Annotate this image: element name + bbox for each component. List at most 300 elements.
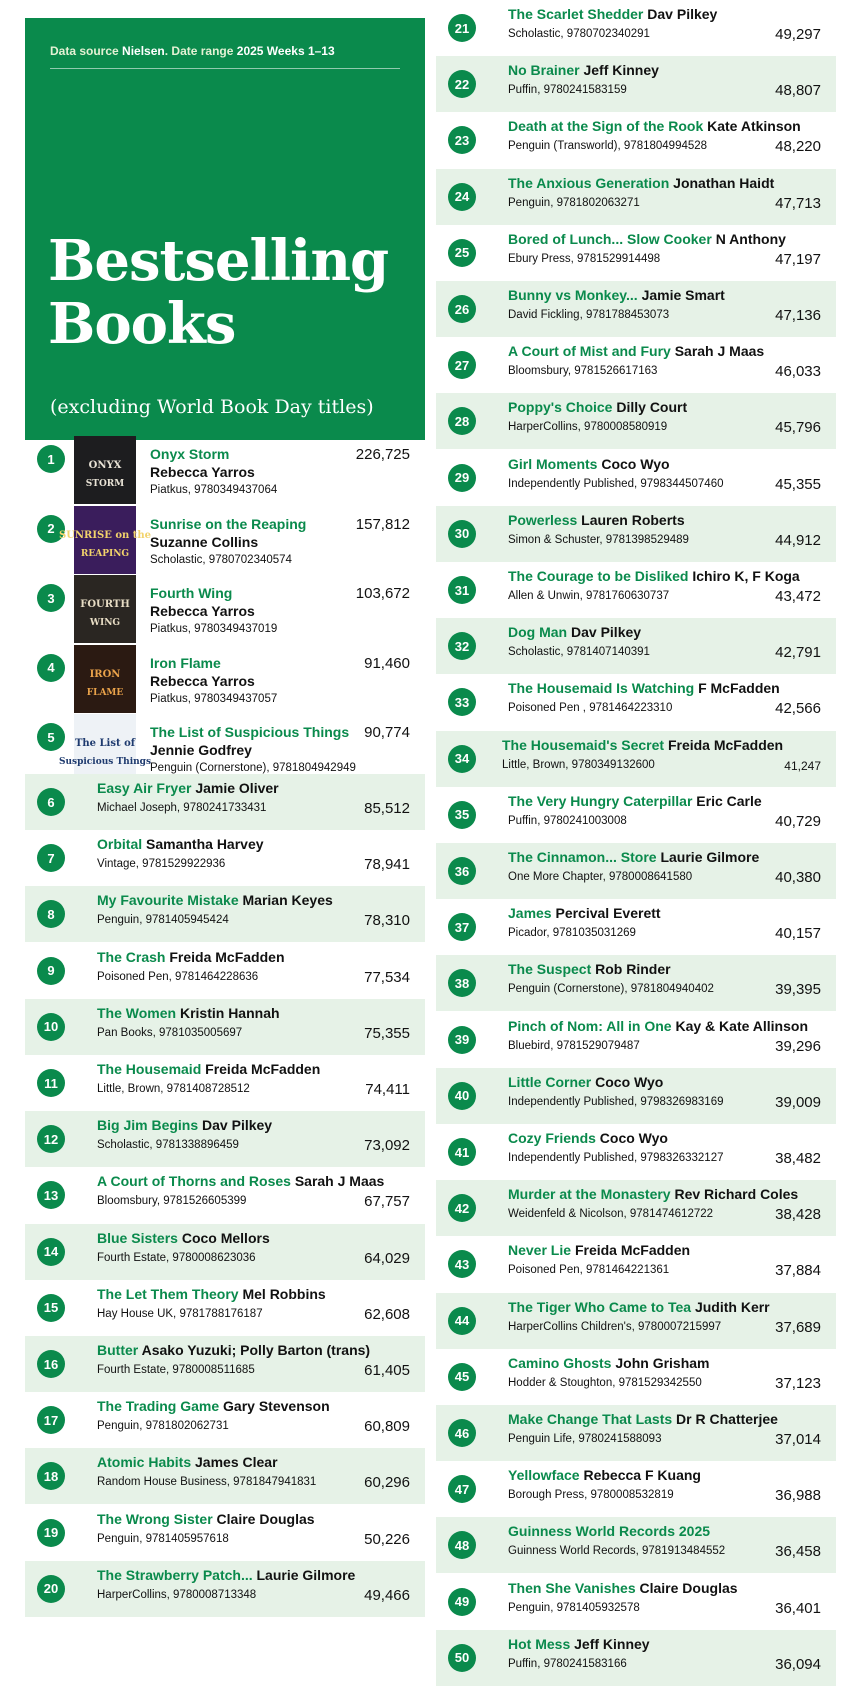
- book-title: A Court of Mist and Fury: [508, 343, 671, 360]
- rank-badge: 32: [448, 632, 476, 660]
- rank-badge: 27: [448, 351, 476, 379]
- book-sales: 42,791: [775, 644, 821, 662]
- book-author: Dilly Court: [616, 399, 688, 416]
- book-publisher: Penguin (Transworld), 9781804994528: [508, 140, 708, 153]
- title-author-line: [508, 1074, 663, 1090]
- book-publisher: Picador, 9781035031269: [508, 927, 636, 940]
- top-book-item: [25, 642, 425, 712]
- book-title: Onyx Storm: [150, 446, 230, 462]
- book-sales: 36,988: [775, 1487, 821, 1505]
- book-author: Laurie Gilmore: [256, 1566, 356, 1583]
- book-author: Jonathan Haidt: [673, 174, 775, 191]
- book-sales: 47,713: [775, 194, 821, 212]
- book-publisher: Independently Published, 9798326983169: [508, 1095, 724, 1108]
- rank-badge: 18: [37, 1462, 65, 1490]
- rank-badge: 34: [448, 745, 476, 773]
- rank-badge: 16: [37, 1350, 65, 1378]
- cover-art: [74, 575, 136, 643]
- book-publisher: Hay House UK, 9781788176187: [97, 1307, 263, 1320]
- book-row: [25, 1336, 425, 1392]
- rank-badge: 14: [37, 1238, 65, 1266]
- book-author: Ichiro K, F Koga: [692, 568, 800, 584]
- source-label: Data source: [50, 44, 119, 58]
- book-sales: 64,029: [364, 1249, 410, 1267]
- rank-badge: 29: [448, 464, 476, 492]
- top-book-item: [25, 711, 425, 781]
- top-book-item: [25, 503, 425, 573]
- book-title: Hot Mess: [508, 1635, 571, 1652]
- book-author: Lauren Roberts: [581, 511, 685, 528]
- book-row: [436, 1012, 836, 1068]
- book-sales: 91,460: [364, 654, 410, 672]
- book-title: Bored of Lunch... Slow Cooker: [508, 230, 712, 247]
- book-author: Coco Wyo: [595, 1073, 664, 1090]
- title-author-line: [508, 343, 764, 359]
- book-author: Judith Kerr: [694, 1298, 770, 1315]
- rank-badge: 47: [448, 1475, 476, 1503]
- book-author: Freida McFadden: [574, 1242, 691, 1259]
- book-title: Dog Man: [508, 624, 568, 641]
- book-author: Kate Atkinson: [707, 118, 801, 135]
- title-author-line: [508, 1299, 770, 1315]
- rank-badge: 3: [37, 584, 65, 612]
- book-sales: 74,411: [365, 1081, 410, 1098]
- book-sales: 39,296: [775, 1037, 821, 1055]
- rank-badge: 41: [448, 1138, 476, 1166]
- book-title: The Housemaid: [97, 1061, 202, 1077]
- rank-badge: 15: [37, 1294, 65, 1322]
- book-sales: 41,247: [784, 758, 821, 773]
- title-author-line: [508, 287, 725, 303]
- book-author: Rev Richard Coles: [674, 1186, 799, 1203]
- book-publisher: HarperCollins, 9780008580919: [508, 421, 668, 434]
- book-cover: [58, 714, 152, 782]
- page-subtitle: (excluding World Book Day titles): [50, 396, 374, 418]
- cover-text-2: FLAME: [86, 687, 124, 698]
- title-author-line: [508, 905, 661, 921]
- book-title: The Strawberry Patch...: [97, 1566, 253, 1583]
- title-author-line: [508, 1467, 701, 1483]
- rank-badge: 43: [448, 1250, 476, 1278]
- rank-badge: 37: [448, 913, 476, 941]
- title-author-line: [508, 1130, 668, 1146]
- book-row: [436, 281, 836, 337]
- book-sales: 78,941: [364, 856, 410, 874]
- book-sales: 36,094: [775, 1655, 821, 1673]
- rank-badge: 1: [37, 445, 65, 473]
- book-publisher: Poisoned Pen, 9781464221361: [508, 1264, 670, 1277]
- book-publisher: Penguin, 9781802062731: [97, 1420, 229, 1433]
- rank-badge: 9: [37, 957, 65, 985]
- range-value: 2025 Weeks 1–13: [236, 44, 335, 58]
- title-author-line: [508, 1186, 798, 1202]
- book-publisher: Vintage, 9781529922936: [97, 858, 226, 871]
- book-publisher: Poisoned Pen , 9781464223310: [508, 702, 673, 715]
- book-sales: 45,796: [775, 419, 821, 437]
- rank-badge: 40: [448, 1082, 476, 1110]
- book-row: [436, 506, 836, 562]
- book-author: F McFadden: [698, 680, 780, 697]
- title-author-line: [97, 1230, 270, 1246]
- book-row: [436, 1574, 836, 1630]
- rank-badge: 25: [448, 239, 476, 267]
- book-sales: 90,774: [364, 724, 410, 741]
- book-sales: 48,220: [775, 138, 821, 156]
- book-publisher: Puffin, 9780241583159: [508, 84, 627, 97]
- rank-badge: 22: [448, 70, 476, 98]
- rank-badge: 21: [448, 14, 476, 42]
- title-author-line: [97, 1567, 355, 1583]
- book-author: Jeff Kinney: [583, 62, 659, 79]
- book-title: Big Jim Begins: [97, 1117, 199, 1134]
- title-author-line: [508, 6, 717, 22]
- book-title: Bunny vs Monkey...: [508, 287, 638, 303]
- book-publisher: Weidenfeld & Nicolson, 9781474612722: [508, 1208, 714, 1221]
- title-author-line: [508, 1411, 778, 1427]
- rank-badge: 28: [448, 407, 476, 435]
- book-publisher: David Fickling, 9781788453073: [508, 309, 670, 321]
- book-publisher: Penguin (Cornerstone), 9781804940402: [508, 983, 714, 996]
- book-sales: 38,428: [775, 1206, 821, 1224]
- book-sales: 43,472: [775, 588, 821, 605]
- book-publisher: Penguin (Cornerstone), 9781804942949: [150, 762, 356, 774]
- title-author-line: [97, 1061, 320, 1077]
- book-title: The Courage to be Disliked: [508, 568, 689, 584]
- title-author-line: [97, 1454, 278, 1470]
- book-sales: 40,157: [775, 925, 821, 943]
- cover-art: [58, 506, 152, 574]
- title-author-line: [97, 1005, 280, 1021]
- book-sales: 40,729: [775, 812, 821, 830]
- title-author-line: [508, 680, 780, 696]
- book-row: [436, 1293, 836, 1349]
- book-sales: 47,197: [775, 250, 821, 268]
- book-title: The Crash: [97, 948, 166, 965]
- book-sales: 60,296: [364, 1474, 410, 1492]
- title-author-line: [508, 512, 685, 528]
- top-book-item: [25, 433, 425, 503]
- book-sales: 46,033: [775, 363, 821, 381]
- book-publisher: Piatkus, 9780349437064: [150, 484, 278, 496]
- book-cover: [74, 645, 136, 713]
- book-sales: 226,725: [355, 446, 410, 463]
- book-publisher: Ebury Press, 9781529914498: [508, 252, 661, 265]
- rank-badge: 13: [37, 1181, 65, 1209]
- rank-badge: 2: [37, 515, 65, 543]
- book-row: [436, 1517, 836, 1573]
- book-title: Iron Flame: [150, 654, 221, 671]
- book-row: [25, 1224, 425, 1280]
- rank-badge: 19: [37, 1519, 65, 1547]
- book-author: Rebecca Yarros: [150, 464, 255, 480]
- book-author: Dav Pilkey: [202, 1117, 273, 1134]
- book-publisher: Independently Published, 9798344507460: [508, 477, 724, 490]
- book-row: [436, 843, 836, 899]
- cover-art: [74, 645, 136, 713]
- book-row: [25, 999, 425, 1055]
- cover-text-2: REAPING: [80, 548, 130, 559]
- rank-badge: 33: [448, 688, 476, 716]
- book-row: [436, 1630, 836, 1686]
- book-row: [25, 774, 425, 830]
- book-row: [436, 1124, 836, 1180]
- book-publisher: Bluebird, 9781529079487: [508, 1039, 640, 1052]
- title-author-line: [502, 737, 783, 753]
- book-publisher: Scholastic, 9780702340574: [150, 553, 292, 566]
- cover-text-1: IRON: [89, 668, 121, 680]
- rank-badge: 45: [448, 1363, 476, 1391]
- book-publisher: Random House Business, 9781847941831: [97, 1476, 317, 1489]
- rank-badge: 48: [448, 1531, 476, 1559]
- book-row: [436, 225, 836, 281]
- book-publisher: Hodder & Stoughton, 9781529342550: [508, 1376, 702, 1389]
- book-row: [436, 955, 836, 1011]
- book-publisher: Independently Published, 9798326332127: [508, 1152, 724, 1164]
- book-sales: 61,405: [364, 1362, 410, 1379]
- book-title: Girl Moments: [508, 455, 598, 472]
- title-author-line: [97, 836, 264, 852]
- book-publisher: Puffin, 9780241003008: [508, 814, 627, 827]
- book-author: Jamie Oliver: [195, 780, 279, 796]
- book-sales: 40,380: [775, 869, 821, 886]
- book-sales: 37,014: [775, 1431, 821, 1448]
- book-row: [436, 0, 836, 56]
- rank-badge: 6: [37, 788, 65, 816]
- rank-badge: 11: [37, 1069, 65, 1097]
- title-author-line: [508, 568, 800, 584]
- rank-badge: 10: [37, 1013, 65, 1041]
- book-publisher: HarperCollins Children's, 9780007215997: [508, 1320, 722, 1333]
- rank-badge: 31: [448, 576, 476, 604]
- book-row: [436, 450, 836, 506]
- title-line-1: Bestselling: [48, 228, 389, 294]
- title-author-line: [508, 62, 659, 78]
- book-row: [436, 1236, 836, 1292]
- cover-text-2: WING: [89, 618, 121, 628]
- book-publisher: Pan Books, 9781035005697: [97, 1026, 243, 1039]
- book-sales: 73,092: [364, 1137, 410, 1155]
- rank-badge: 30: [448, 520, 476, 548]
- book-author: Rebecca F Kuang: [583, 1467, 701, 1484]
- rank-badge: 49: [448, 1588, 476, 1616]
- book-sales: 39,009: [775, 1093, 821, 1111]
- cover-text-1: FOURTH: [80, 599, 130, 610]
- data-source-line: Data source Nielsen. Date range 2025 Weeks 1–13: [50, 44, 335, 58]
- book-title: The Anxious Generation: [508, 174, 670, 191]
- book-title: The Women: [97, 1004, 177, 1021]
- book-title: Butter: [97, 1342, 139, 1358]
- book-row: [436, 1349, 836, 1405]
- book-sales: 49,466: [364, 1586, 410, 1604]
- rank-badge: 20: [37, 1575, 65, 1603]
- book-author: Rob Rinder: [595, 961, 671, 978]
- cover-text-1: The List of: [74, 738, 136, 749]
- book-publisher: Poisoned Pen, 9781464228636: [97, 970, 259, 983]
- book-row: [436, 562, 836, 618]
- book-author: Dav Pilkey: [571, 624, 642, 641]
- title-author-line: [508, 456, 670, 472]
- top-book-item: [25, 572, 425, 642]
- book-cover: [74, 575, 136, 643]
- book-title: Murder at the Monastery: [508, 1186, 671, 1203]
- book-title: The Cinnamon... Store: [508, 849, 657, 865]
- book-title: Pinch of Nom: All in One: [508, 1017, 672, 1034]
- book-title: Easy Air Fryer: [97, 780, 192, 796]
- book-sales: 49,297: [775, 26, 821, 43]
- title-author-line: [97, 1398, 330, 1414]
- book-title: The Suspect: [508, 961, 592, 978]
- title-author-line: [508, 118, 801, 134]
- title-author-line: [508, 1636, 650, 1652]
- book-sales: 85,512: [364, 800, 410, 817]
- book-sales: 48,807: [775, 82, 821, 100]
- header-divider: [50, 68, 400, 69]
- book-row: [436, 56, 836, 112]
- book-row: [25, 1561, 425, 1617]
- title-author-line: [508, 793, 762, 809]
- book-author: Mel Robbins: [242, 1285, 326, 1302]
- book-sales: 60,809: [364, 1418, 410, 1436]
- title-author-line: [508, 231, 786, 247]
- book-author: Kristin Hannah: [179, 1004, 280, 1021]
- book-title: Cozy Friends: [508, 1130, 596, 1146]
- rank-badge: 8: [37, 900, 65, 928]
- book-row: [436, 1461, 836, 1517]
- rank-badge: 42: [448, 1194, 476, 1222]
- title-author-line: [97, 1173, 384, 1189]
- book-publisher: Puffin, 9780241583166: [508, 1657, 627, 1670]
- book-publisher: Piatkus, 9780349437019: [150, 623, 278, 635]
- book-author: Sarah J Maas: [674, 343, 765, 360]
- book-title: Atomic Habits: [97, 1454, 192, 1471]
- book-author: Samantha Harvey: [146, 836, 264, 853]
- book-sales: 157,812: [355, 515, 410, 533]
- book-sales: 77,534: [364, 968, 410, 986]
- book-row: [25, 1505, 425, 1561]
- book-author: Dav Pilkey: [647, 6, 718, 22]
- book-sales: 36,401: [775, 1599, 821, 1617]
- book-title: A Court of Thorns and Roses: [97, 1173, 291, 1190]
- book-sales: 37,689: [775, 1318, 821, 1336]
- rank-badge: 12: [37, 1125, 65, 1153]
- book-author: Claire Douglas: [639, 1579, 738, 1596]
- book-sales: 47,136: [775, 307, 821, 324]
- book-title: The Housemaid Is Watching: [508, 680, 695, 697]
- book-row: [25, 1280, 425, 1336]
- rank-badge: 36: [448, 857, 476, 885]
- book-title: Orbital: [97, 836, 143, 853]
- book-title: The List of Suspicious Things: [150, 724, 350, 740]
- book-title: Never Lie: [508, 1242, 572, 1259]
- title-author-line: [97, 892, 333, 908]
- book-author: Freida McFadden: [205, 1061, 321, 1077]
- book-row: [436, 731, 836, 787]
- book-title: Powerless: [508, 511, 578, 528]
- cover-text-1: SUNRISE on the: [58, 529, 152, 541]
- book-row: [436, 1405, 836, 1461]
- book-publisher: Scholastic, 9781407140391: [508, 646, 650, 659]
- book-cover: [58, 506, 152, 574]
- book-sales: 36,458: [775, 1543, 821, 1561]
- book-sales: 78,310: [364, 912, 410, 930]
- book-author: Freida McFadden: [667, 736, 784, 753]
- title-author-line: [97, 1117, 272, 1133]
- book-title: The Tiger Who Came to Tea: [508, 1298, 692, 1315]
- book-row: [436, 169, 836, 225]
- cover-text-1: ONYX: [88, 460, 122, 471]
- book-title: Sunrise on the Reaping: [150, 515, 307, 532]
- page-title: [48, 230, 388, 355]
- hero-banner: [25, 18, 425, 440]
- book-author: Claire Douglas: [216, 1510, 315, 1527]
- rank-badge: 26: [448, 295, 476, 323]
- source-value: Nielsen: [122, 44, 165, 58]
- book-sales: 45,355: [775, 475, 821, 493]
- title-author-line: [508, 1523, 710, 1539]
- title-author-line: [508, 849, 759, 865]
- title-author-line: [97, 1511, 315, 1527]
- book-title: The Housemaid's Secret: [502, 736, 665, 753]
- book-title: Make Change That Lasts: [508, 1411, 673, 1427]
- rank-badge: 7: [37, 844, 65, 872]
- book-author: Asako Yuzuki; Polly Barton (trans): [141, 1342, 371, 1358]
- title-author-line: [508, 175, 774, 191]
- book-title: Guinness World Records 2025: [508, 1523, 711, 1540]
- rank-badge: 5: [37, 723, 65, 751]
- book-publisher: One More Chapter, 9780008641580: [508, 871, 693, 883]
- book-author: John Grisham: [615, 1354, 710, 1371]
- title-author-line: [508, 1018, 808, 1034]
- book-publisher: Guinness World Records, 9781913484552: [508, 1545, 726, 1558]
- book-title: James: [508, 905, 552, 922]
- book-title: The Scarlet Shedder: [508, 6, 644, 22]
- book-row: [25, 943, 425, 999]
- cover-art: [74, 436, 136, 504]
- range-label: Date range: [171, 44, 234, 58]
- book-publisher: Penguin, 9781405957618: [97, 1532, 229, 1545]
- book-author: Laurie Gilmore: [660, 849, 760, 865]
- book-publisher: Piatkus, 9780349437057: [150, 692, 278, 705]
- book-publisher: Fourth Estate, 9780008511685: [97, 1364, 255, 1376]
- book-sales: 42,566: [775, 700, 821, 718]
- book-title: The Let Them Theory: [97, 1285, 239, 1302]
- title-author-line: [508, 1580, 738, 1596]
- book-author: Dr R Chatterjee: [676, 1411, 778, 1427]
- rank-badge: 35: [448, 801, 476, 829]
- book-publisher: Little, Brown, 9781408728512: [97, 1083, 250, 1095]
- book-title: No Brainer: [508, 62, 580, 79]
- book-publisher: Allen & Unwin, 9781760630737: [508, 590, 670, 602]
- book-row: [25, 830, 425, 886]
- rank-badge: 4: [37, 654, 65, 682]
- book-row: [436, 1180, 836, 1236]
- book-author: Gary Stevenson: [223, 1398, 330, 1415]
- title-author-line: [508, 1355, 710, 1371]
- book-sales: 38,482: [775, 1150, 821, 1167]
- book-publisher: Bloomsbury, 9781526605399: [97, 1195, 247, 1208]
- rank-badge: 46: [448, 1419, 476, 1447]
- book-sales: 39,395: [775, 981, 821, 999]
- book-author: Jamie Smart: [641, 287, 725, 303]
- rank-badge: 39: [448, 1026, 476, 1054]
- book-publisher: HarperCollins, 9780008713348: [97, 1588, 257, 1601]
- book-publisher: Penguin Life, 9780241588093: [508, 1433, 662, 1445]
- book-publisher: Fourth Estate, 9780008623036: [97, 1251, 256, 1264]
- book-publisher: Scholastic, 9780702340291: [508, 28, 650, 40]
- book-author: Suzanne Collins: [150, 533, 259, 550]
- book-author: Coco Mellors: [181, 1229, 270, 1246]
- book-row: [436, 899, 836, 955]
